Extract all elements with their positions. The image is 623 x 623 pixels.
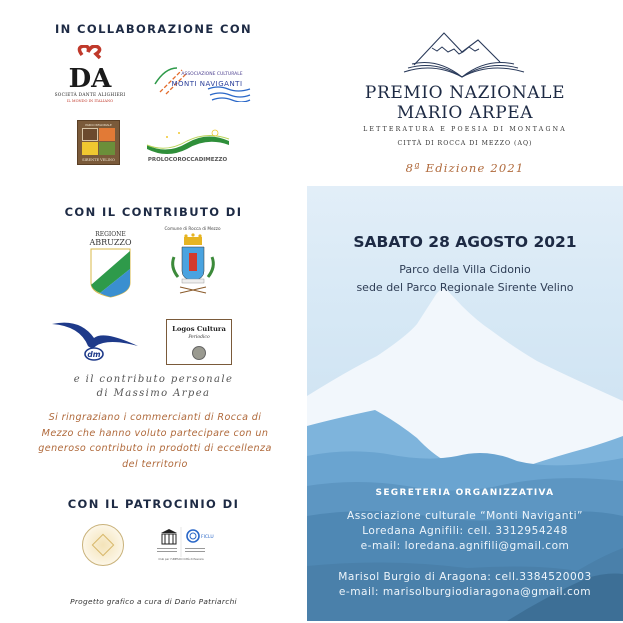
- personal-contribution-line1: e il contributo personale: [73, 374, 234, 385]
- thanks-line2: Mezzo che hanno voluto partecipare con un: [41, 428, 269, 439]
- mountain-landscape-icon: [307, 186, 623, 621]
- award-city: CITTÀ DI ROCCA DI MEZZO (AQ): [397, 140, 533, 147]
- event-venue-line2: sede del Parco Regionale Sirente Velino: [356, 281, 574, 294]
- thanks-line1: Si ringraziano i commercianti di Rocca di: [48, 412, 262, 423]
- secretariat-association: Associazione culturale “Monti Naviganti”: [346, 510, 584, 522]
- unesco-ficlu-logo: [155, 527, 230, 565]
- personal-contribution-line2: di Massimo Arpea: [96, 388, 211, 399]
- logos-cultura-logo: Logos Cultura Periodico: [166, 319, 232, 365]
- contribution-heading: CON IL CONTRIBUTO DI: [64, 205, 243, 219]
- secretariat-heading: SEGRETERIA ORGANIZZATIVA: [375, 488, 555, 498]
- sponsors-column: [0, 0, 307, 623]
- award-title-line1: PREMIO NAZIONALE: [364, 83, 566, 103]
- dm-logo: [50, 318, 140, 363]
- dante-alighieri-logo: DA SOCIETÀ DANTE ALIGHIERI IL MONDO IN ITALIANO: [50, 45, 130, 105]
- contact-marisol-email[interactable]: e-mail: marisolburgiodiaragona@gmail.com: [338, 586, 592, 598]
- collaboration-heading: IN COLLABORAZIONE CON: [54, 22, 253, 36]
- svg-text:Club per l'UNESCO Città di Pes: Club per l'UNESCO Città di Pescara: [158, 558, 204, 561]
- svg-text:FICLU: FICLU: [201, 535, 214, 540]
- proloco-rocca-di-mezzo-logo: PROLOCOROCCADIMEZZO: [145, 127, 230, 167]
- regione-abruzzo-logo: REGIONE ABRUZZO: [88, 232, 133, 304]
- edition-label: 8ª Edizione 2021: [405, 161, 525, 175]
- event-panel: [307, 186, 623, 621]
- thanks-line4: del territorio: [122, 459, 188, 470]
- mountain-book-icon: [400, 30, 530, 82]
- event-date: SABATO 28 AGOSTO 2021: [353, 233, 577, 251]
- svg-text:dm: dm: [87, 350, 101, 359]
- monti-naviganti-logo: [152, 62, 252, 102]
- event-venue-line1: Parco della Villa Cidonio: [399, 263, 531, 276]
- seagull-icon: [50, 318, 140, 363]
- abruzzo-shield-icon: [88, 247, 133, 299]
- thanks-line3: generoso contributo in prodotti di eccellenza: [38, 443, 272, 454]
- waves-icon: [152, 62, 252, 102]
- award-title-line2: MARIO ARPEA: [396, 103, 534, 123]
- parco-sirente-velino-logo: PARCO REGIONALE SIRENTE VELINO: [77, 120, 120, 165]
- unesco-temple-icon: [155, 527, 230, 565]
- seal-emblem-icon: [92, 534, 115, 557]
- coin-icon: [192, 346, 206, 360]
- coat-of-arms-icon: [160, 231, 225, 307]
- comune-rocca-di-mezzo-logo: Comune di Rocca di Mezzo: [160, 226, 225, 308]
- hills-icon: [145, 127, 230, 157]
- svg-text:DA: DA: [68, 64, 112, 94]
- svg-text:MONTI NAVIGANTI: MONTI NAVIGANTI: [171, 80, 243, 88]
- award-header: [307, 0, 623, 186]
- svg-text:ASSOCIAZIONE CULTURALE: ASSOCIAZIONE CULTURALE: [181, 72, 243, 77]
- contact-loredana-phone: Loredana Agnifili: cell. 3312954248: [362, 525, 568, 537]
- design-credits: Progetto grafico a cura di Dario Patriarchi: [70, 597, 237, 606]
- contact-loredana-email[interactable]: e-mail: loredana.agnifili@gmail.com: [360, 540, 570, 552]
- seal-logo: [82, 524, 124, 566]
- contact-marisol-phone: Marisol Burgio di Aragona: cell.3384520003: [338, 571, 592, 583]
- award-subtitle: LETTERATURA E POESIA DI MONTAGNA: [363, 126, 567, 133]
- patronage-heading: CON IL PATROCINIO DI: [67, 497, 240, 511]
